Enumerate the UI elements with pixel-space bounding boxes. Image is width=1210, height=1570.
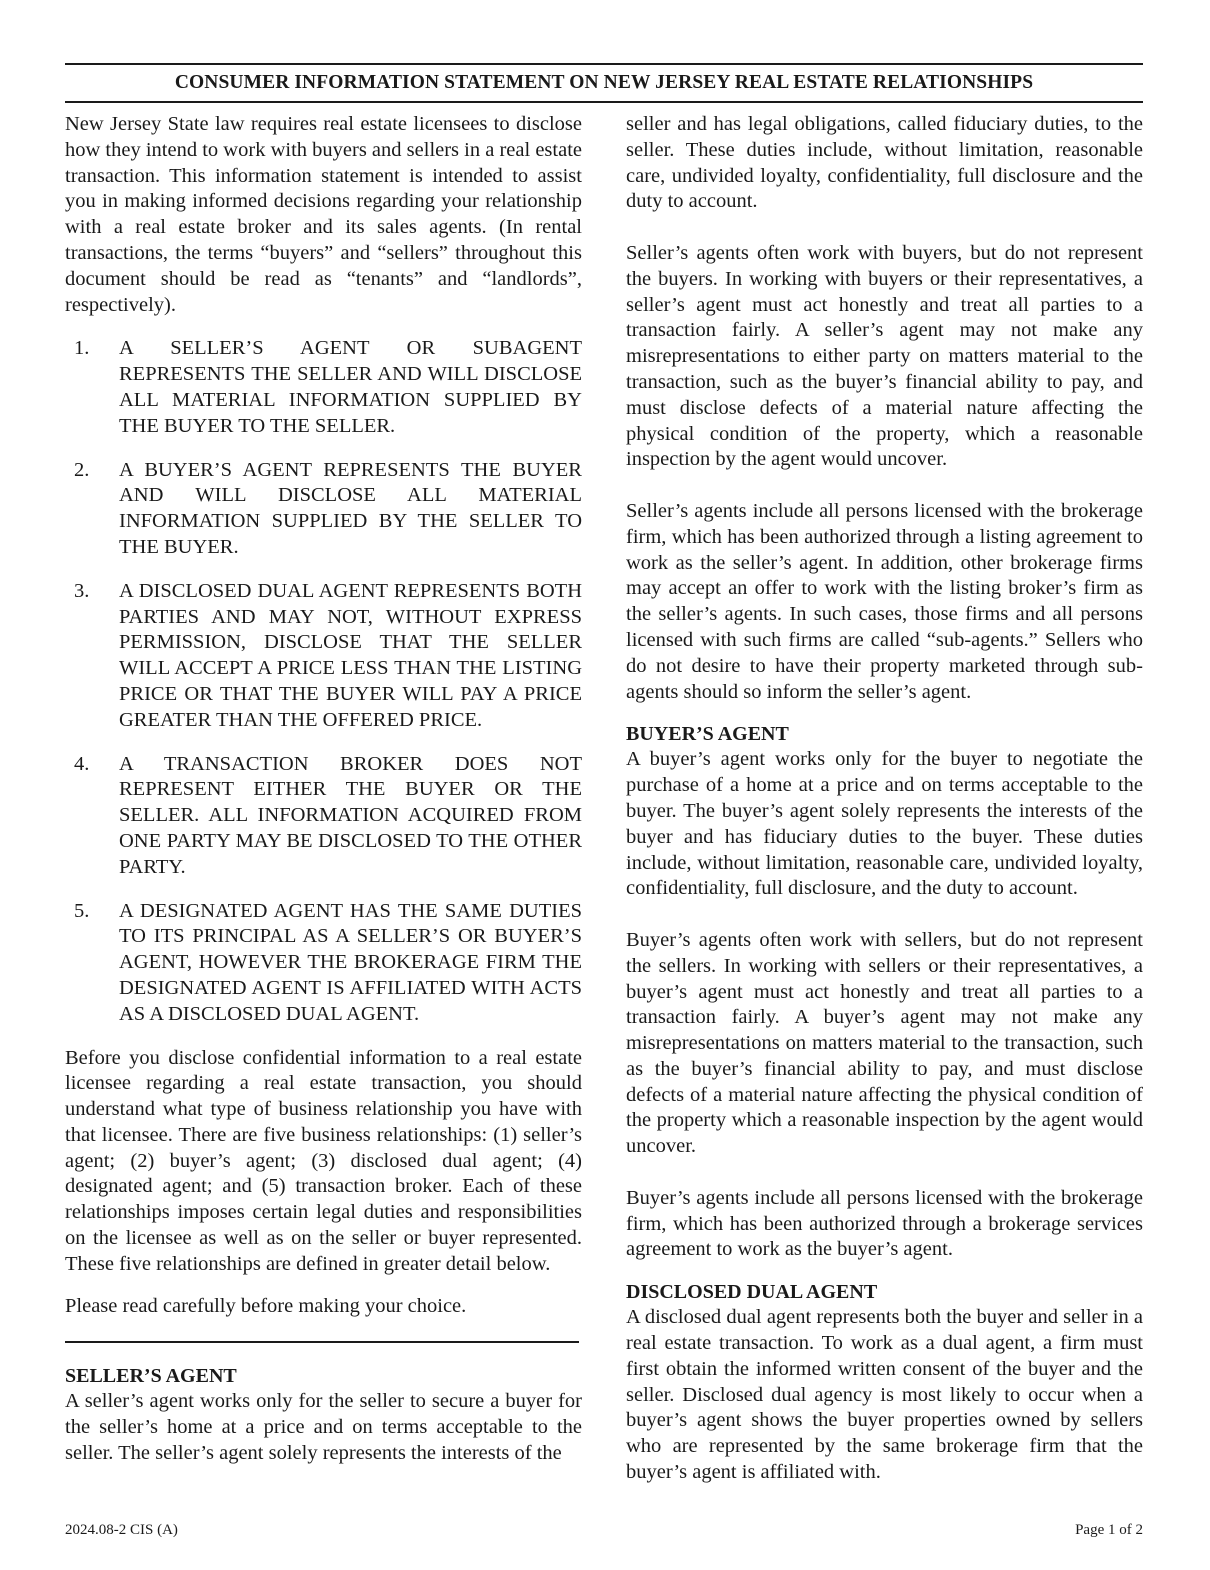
sellers-agent-paragraph-3: Seller’s agents include all persons licensed with the brokerage firm, which has been authorized through a listing agreement to work as the seller’s agent. In addition, other brokerage firms may accept an offer to work with the listing broker’s firm as the seller’s agents. In such cases, those firms and all persons licensed with such firms are called “sub-agents.” Sellers who do not desire to have their property marketed through sub-agents should so inform the seller’s agent. (626, 499, 1143, 703)
left-column (65, 112, 582, 1467)
sellers-agent-paragraph-1-start: A seller’s agent works only for the seller to secure a buyer for the seller’s home at a price and on terms acceptable to the seller. The seller’s agent solely represents the interests of the (65, 1390, 582, 1465)
sellers-agent-paragraph-1-end: seller and has legal obligations, called fiduciary duties, to the seller. These duties include, without limitation, reasonable care, undivided loyalty, confidentiality, full disclosure and the duty to account. (626, 113, 1143, 213)
dual-agent-paragraph-1: A disclosed dual agent represents both the buyer and seller in a real estate transaction. To work as a dual agent, a firm must first obtain the informed written consent of the buyer and the seller. Disclosed dual agency is most likely to occur when a buyer’s agent shows the buyer properties owned by sellers who are represented by the same brokerage firm that the buyer’s agent is affiliated with. (626, 1306, 1143, 1484)
list-item-number: 1. (74, 337, 90, 360)
list-item (65, 752, 582, 881)
list-item-number: 2. (74, 458, 90, 481)
list-item-number: 4. (74, 752, 90, 775)
sellers-agent-paragraph-2: Seller’s agents often work with buyers, but do not represent the buyers. In working with buyers or their representatives, a seller’s agent must act honestly and treat all parties to a transaction fairly. A seller’s agent may not make any misrepresentations to either party on matters material to the transaction, such as the buyer’s financial ability to pay, and must disclose defects of a material nature affecting the physical condition of the property, which a reasonable inspection by the agent would uncover. (626, 241, 1143, 471)
list-item-number: 5. (74, 899, 90, 922)
list-item-text: A TRANSACTION BROKER DOES NOT REPRESENT EITHER THE BUYER OR THE SELLER. ALL INFORMATION ACQUIRED FROM ONE PARTY MAY BE DISCLOSED TO THE OTHER PARTY. (119, 752, 582, 878)
list-item (65, 899, 582, 1028)
buyers-agent-paragraph-3: Buyer’s agents include all persons licensed with the brokerage firm, which has been authorized through a brokerage services agreement to work as the buyer’s agent. (626, 1186, 1143, 1261)
sellers-agent-heading: SELLER’S AGENT (65, 1365, 237, 1388)
list-item-text: A BUYER’S AGENT REPRESENTS THE BUYER AND WILL DISCLOSE ALL MATERIAL INFORMATION SUPPLIED BY THE SELLER TO THE BUYER. (119, 458, 582, 558)
before-disclose-paragraph: Before you disclose confidential information to a real estate licensee regarding a real estate transaction, you should understand what type of business relationship you have with that licensee. There are five business relationships: (1) seller’s agent; (2) buyer’s agent; (3) disclosed dual agent; (4) designated agent; and (5) transaction broker. Each of these relationships imposes certain legal duties and responsibilities on the licensee as well as on the seller or buyer represented. These five relationships are defined in greater detail below. (65, 1046, 582, 1275)
section-divider (65, 1341, 579, 1343)
title-bar (65, 63, 1143, 103)
list-item (65, 336, 582, 439)
buyers-agent-heading: BUYER’S AGENT (626, 723, 789, 746)
list-item-text: A DISCLOSED DUAL AGENT REPRESENTS BOTH PARTIES AND MAY NOT, WITHOUT EXPRESS PERMISSION, DISCLOSE THAT THE SELLER WILL ACCEPT A PRICE LESS THAN THE LISTING PRICE OR THAT THE BUYER WILL PAY A PRICE GREATER THAN THE OFFERED PRICE. (119, 579, 582, 731)
list-item (65, 458, 582, 561)
list-item-text: A DESIGNATED AGENT HAS THE SAME DUTIES TO ITS PRINCIPAL AS A SELLER’S OR BUYER’S AGENT, HOWEVER THE BROKERAGE FIRM THE DESIGNATED AGENT IS AFFILIATED WITH ACTS AS A DISCLOSED DUAL AGENT. (119, 899, 582, 1025)
relationships-list (65, 336, 582, 1027)
list-item (65, 579, 582, 734)
list-item-text: A SELLER’S AGENT OR SUBAGENT REPRESENTS THE SELLER AND WILL DISCLOSE ALL MATERIAL INFORMATION SUPPLIED BY THE BUYER TO THE SELLER. (119, 337, 582, 437)
document-title: CONSUMER INFORMATION STATEMENT ON NEW JERSEY REAL ESTATE RELATIONSHIPS (174, 72, 1034, 93)
page-number: Page 1 of 2 (1075, 1522, 1143, 1538)
dual-agent-heading: DISCLOSED DUAL AGENT (626, 1281, 878, 1304)
please-read-paragraph: Please read carefully before making your choice. (65, 1294, 467, 1317)
buyers-agent-paragraph-2: Buyer’s agents often work with sellers, but do not represent the sellers. In working with sellers or their representatives, a buyer’s agent must act honestly and treat all parties to a transaction fairly. A buyer’s agent may not make any misrepresentations on matters material to the transaction, such as the buyer’s financial ability to pay, and must disclose defects of a material nature affecting the physical condition of the property which a reasonable inspection by the agent would uncover. (626, 928, 1143, 1158)
intro-paragraph: New Jersey State law requires real estate licensees to disclose how they intend to work with buyers and sellers in a real estate transaction. This information statement is intended to assist you in making informed decisions regarding your relationship with a real estate broker and its sales agents. (In rental transactions, the terms “buyers” and “sellers” throughout this document should be read as “tenants” and “landlords”, respectively). (65, 113, 582, 316)
buyers-agent-paragraph-1: A buyer’s agent works only for the buyer to negotiate the purchase of a home at a price and on terms acceptable to the buyer. The buyer’s agent solely represents the interests of the buyer and has fiduciary duties to the buyer. These duties include, without limitation, reasonable care, undivided loyalty, confidentiality, full disclosure, and the duty to account. (626, 748, 1143, 900)
form-id: 2024.08-2 CIS (A) (65, 1522, 178, 1538)
list-item-number: 3. (74, 579, 90, 602)
right-column (626, 112, 1143, 1486)
